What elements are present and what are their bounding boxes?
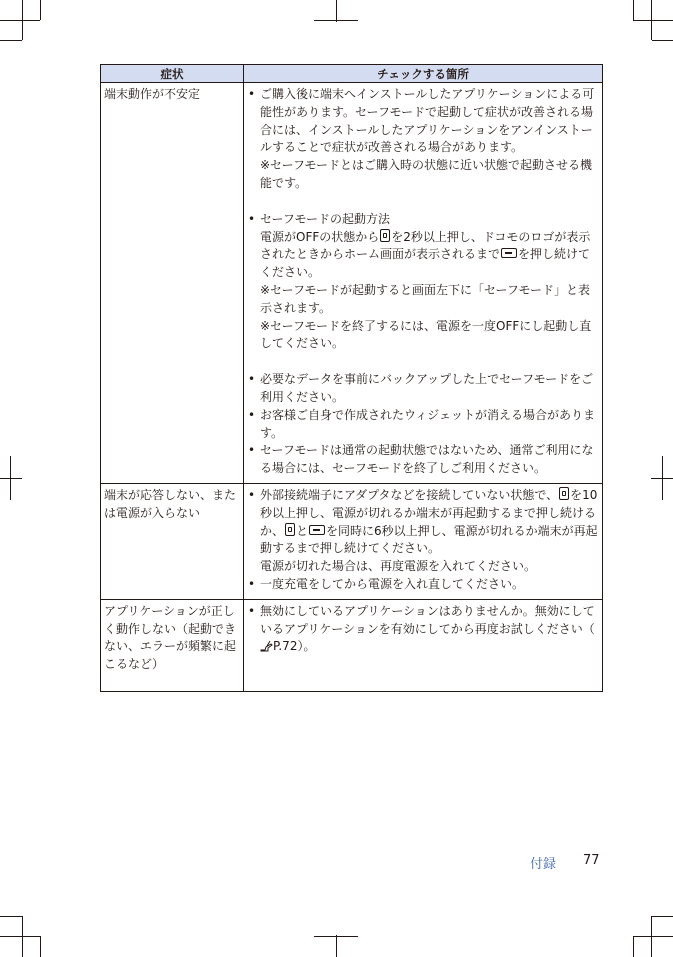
power-key-icon — [559, 487, 569, 500]
volume-down-key-icon — [309, 525, 325, 535]
reference-hand-icon — [260, 640, 273, 652]
footer-section: 付録 — [530, 857, 557, 872]
note: ※セーフモードが起動すると画面左下に「セーフモード」と表示されます。 — [260, 282, 590, 315]
note: ※セーフモードとはご購入時の状態に近い状態で起動させる機能です。 — [260, 158, 593, 190]
power-key-icon — [285, 523, 295, 536]
note: 電源が切れた場合は、再度電源を入れてください。 — [260, 559, 537, 574]
list-item: • お客様ご自身で作成されたウィジェットが消える場合があります。 — [248, 407, 598, 443]
header-check: チェックする箇所 — [244, 65, 603, 83]
table-row — [101, 83, 603, 484]
power-key-icon — [380, 229, 390, 242]
troubleshooting-table — [100, 64, 603, 692]
list-item: • 外部接続端子にアダプタなどを接続していない状態で、 を10秒以上押し、電源が切れるか端末が再起動するまで押し続けるか、 と を同時に6秒以上押し、電源が切れるか端末が再起動するまで押し続けてください。 電源が切れた場合は、再度電源を入れてください。 — [248, 487, 598, 576]
table-header-row — [101, 65, 603, 83]
list-item: • 無効にしているアプリケーションはありませんか。無効にしているアプリケーションを有効にしてから再度お試しください（P.72）。 — [248, 603, 598, 656]
check-cell — [244, 599, 603, 691]
symptom-cell: 端末動作が不安定 — [101, 83, 244, 484]
symptom-cell: 端末が応答しない、または電源が入らない — [101, 483, 244, 599]
list-item: • 一度充電をしてから電源を入れ直してください。 — [248, 576, 598, 594]
volume-down-key-icon — [501, 248, 517, 258]
header-symptom: 症状 — [101, 65, 244, 83]
page-footer — [530, 853, 556, 872]
list-item: • セーフモードの起動方法 電源がOFFの状態から を2秒以上押し、ドコモのロゴが表示されたときからホーム画面が表示されるまで を押し続けてください。 ※セーフモードが起動すると画面左下に「セーフモード」と表示されます。 ※セーフモードを終了するには、電源を一度OFFにし起動し直してください。 — [248, 211, 598, 353]
list-item: • セーフモードは通常の起動状態ではないため、通常ご利用になる場合には、セーフモードを終了しご利用ください。 — [248, 442, 598, 478]
table-row — [101, 483, 603, 599]
list-item: • ご購入後に端末へインストールしたアプリケーションによる可能性があります。セーフモードで起動して症状が改善される場合には、インストールしたアプリケーションをアンインストールすることで症状が改善される場合があります。 ※セーフモードとはご購入時の状態に近い状態で起動させる機能です。 — [248, 86, 598, 193]
list-item: • 必要なデータを事前にバックアップした上でセーフモードをご利用ください。 — [248, 371, 598, 407]
table-row — [101, 599, 603, 691]
check-cell — [244, 83, 603, 484]
check-cell — [244, 483, 603, 599]
page-number: 77 — [583, 853, 600, 868]
symptom-cell: アプリケーションが正しく動作しない（起動できない、エラーが頻繁に起こるなど） — [101, 599, 244, 691]
note: ※セーフモードを終了するには、電源を一度OFFにし起動し直してください。 — [260, 318, 592, 351]
